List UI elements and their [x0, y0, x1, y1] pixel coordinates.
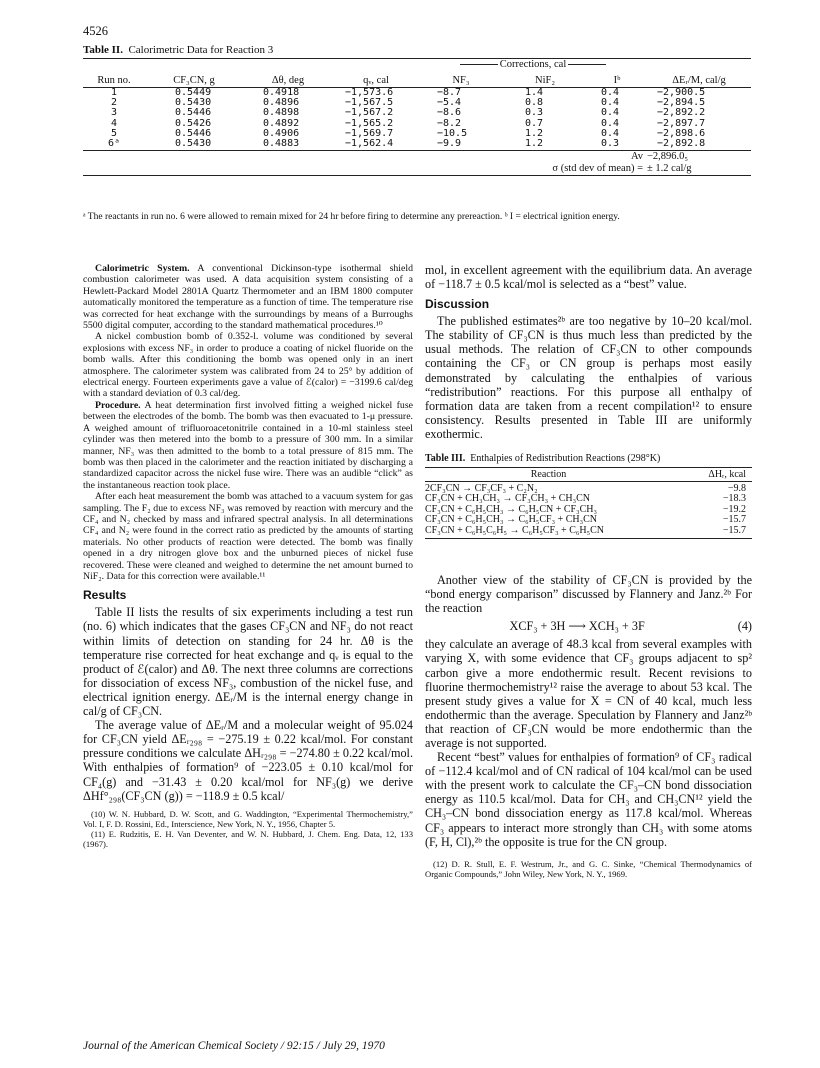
enthalpy-cell: −19.2: [722, 503, 746, 515]
table-cell: 1: [110, 87, 118, 98]
table-cell: 0.4906: [263, 127, 300, 139]
table3-title: Enthalpies of Redistribution Reactions (298°K): [470, 453, 661, 465]
table-cell: 0.4883: [243, 139, 333, 151]
table-cell: 0.5446: [175, 107, 212, 119]
table2: [83, 58, 751, 176]
col-header: Run no.: [83, 72, 145, 88]
paragraph-results-2: The average value of ΔEᵣ/M and a molecular weight of 95.024 for CF₃CN yield ΔEᵣ₂₉₈ = −275.19 ± 0.22 kcal/mol. For constant pressure conditions we calculate ΔHᵣ₂₉₈ = −274.80 ± 0.22 kcal/mol. With enthalpies of formation⁹ of −223.05 ± 0.10 kcal/mol for CF₄(g) and −31.43 ± 0.20 kcal/mol for NF₃(g) we derive ΔHf°₂₉₈(CF₃CN (g)) = −118.9 ± 0.5 kcal/: [83, 718, 413, 803]
left-column: [83, 263, 413, 849]
discussion-heading: Discussion: [425, 297, 490, 312]
table-row: [83, 139, 751, 151]
enthalpy-cell: −15.7: [672, 526, 752, 539]
reference-10: (10) W. N. Hubbard, D. W. Scott, and G. Waddington, “Experimental Thermochemistry,” Vol. I, F. D. Rossini, Ed., Interscience, New York, N. Y., 1956, Chapter 5.: [83, 808, 413, 829]
col-header: ΔEᵣ/M, cal/g: [647, 72, 751, 88]
table-cell: 3: [110, 107, 118, 119]
col-header: Iᵇ: [587, 72, 647, 88]
table-cell: 0.5430: [175, 97, 212, 109]
paragraph-calculation: they calculate an average of 48.3 kcal from several examples with varying X, with some evidence that CF₃ groups adjacent to sp² carbon give a more endothermic result. Recent revisions to fluorine thermochemistry¹² raise the average to about 53 kcal. The present study gives a value for X = CN of 40 kcal, much less endothermic than the average. Speculation by Flannery and Janz²ᵇ that reaction of CF₃CN would be more endothermic than the average is not supported.: [425, 637, 752, 750]
table-cell: 6ᵃ: [83, 139, 145, 151]
corrections-group-header: Corrections, cal: [419, 59, 647, 73]
table-cell: 0.4: [601, 117, 620, 129]
table-cell: −8.2: [437, 117, 462, 129]
table2-title: Calorimetric Data for Reaction 3: [128, 44, 274, 56]
sigma-value: ± 1.2 cal/g: [647, 163, 751, 176]
table-cell: 0.4892: [263, 117, 300, 129]
table-cell: −9.9: [419, 139, 503, 151]
table-cell: 5: [110, 127, 118, 139]
table-cell: 0.3: [587, 139, 647, 151]
enthalpy-cell: −9.8: [727, 483, 746, 495]
equation-4: [425, 619, 752, 633]
reaction-cell: 2CF₃CN → CF₃CF₃ + C₂N₂: [425, 483, 538, 495]
reaction-cell: CF₃CN + C₆H₅CH₃ → C₆H₅CF₃ + CH₃CN: [425, 514, 597, 526]
table-cell: 0.4: [601, 107, 620, 119]
enthalpy-cell: −15.7: [722, 514, 746, 526]
paragraph-calorimetric: Calorimetric System. A conventional Dickinson-type isothermal shield combustion calorimeter was used. A data acquisition system consisting of a Hewlett-Packard Model 2801A Quartz Thermometer and an IBM 1800 computer automatically monitored the temperature as a function of time. The temperature rise was corrected for heat exchange with the surroundings by means of a Burroughs 5500 digital computer, according to the standard mathematical procedures.¹⁰: [83, 263, 413, 332]
sigma-label: σ (std dev of mean) =: [83, 163, 647, 176]
table3-caption: [425, 453, 752, 464]
table-cell: 0.4: [601, 87, 620, 98]
table-cell: 0.4898: [263, 107, 300, 119]
table-cell: −5.4: [437, 97, 462, 109]
table-cell: 4: [110, 117, 118, 129]
references-left: [83, 809, 413, 849]
table-cell: −8.7: [437, 87, 462, 98]
col-header: qᵥ, cal: [333, 72, 419, 88]
table-cell: 1.2: [503, 139, 587, 151]
table-cell: 0.4: [601, 97, 620, 109]
table-cell: 0.4896: [263, 97, 300, 109]
reaction-cell: CF₃CN + C₆H₅C₆H₅ → C₆H₅CF₃ + C₆H₅CN: [425, 526, 672, 539]
table3: [425, 467, 752, 539]
paragraph-recent: Recent “best” values for enthalpies of formation⁹ of CF₃ radical of −112.4 kcal/mol and of CN radical of 104 kcal/mol can be used with the present work to calculate the CF₃–CN bond dissociation energy as 110.5 kcal/mol. Data for CH₃ and CH₃CN¹² yield the CH₃–CN bond dissociation energy as 117.8 kcal/mol. Whereas CF₃ appears to interact more strongly than CH₃ with some atoms (F, H, Cl),²ᵇ the opposite is true for the CN group.: [425, 750, 752, 849]
table-cell: 0.8: [525, 97, 544, 109]
table-row: [425, 526, 752, 539]
table-cell: −8.6: [437, 107, 462, 119]
table-cell: 0.7: [525, 117, 544, 129]
average-label: Av: [630, 151, 644, 163]
paragraph-results-1: Table II lists the results of six experiments including a test run (no. 6) which indicates that the gases CF₃CN and NF₃ do not react within limits of detection on standing for 24 hr. Δθ is the temperature rise corrected for heat exchange and qᵥ is equal to the product of ℰ(calor) and Δθ. The next three columns are corrections for dissociation of excess NF₃, combustion of the nickel fuse, and electrical ignition energy. ΔEᵣ/M is the internal energy change in cal/g of CF₃CN.: [83, 605, 413, 719]
average-value: −2,896.0₅: [647, 151, 689, 163]
table-cell: −1,573.6: [345, 87, 394, 98]
paragraph-gas-sampling: After each heat measurement the bomb was attached to a vacuum system for gas sampling. The F₂ due to excess NF₃ was removed by reaction with mercury and the CF₄ and N₂ checked by mass and infrared spectral analysis. In all determinations CF₄ and N₂ were found in the correct ratio as predicted by the amounts of starting materials. No other products of reaction were detected. The bomb was finally opened in a dry nitrogen glove box and the unburned pieces of nickel fuse recovered. These were cleaned and weighed to determine the net amount burned to NiF₂. Data for this correction were available.¹¹: [83, 491, 413, 582]
table-cell: 0.5430: [145, 139, 243, 151]
table-cell: 0.3: [525, 107, 544, 119]
col-header: NF₃: [419, 72, 503, 88]
table3-col-header: ΔHᵣ, kcal: [672, 468, 752, 482]
table-cell: 0.5446: [175, 127, 212, 139]
reference-12: (12) D. R. Stull, E. F. Westrum, Jr., and G. C. Sinke, “Chemical Thermodynamics of Organic Compounds,” John Wiley, New York, N. Y., 1969.: [425, 858, 752, 879]
col-header: Δθ, deg: [243, 72, 333, 88]
journal-footer: Journal of the American Chemical Society / 92:15 / July 29, 1970: [83, 1040, 385, 1052]
col-header: CF₃CN, g: [145, 72, 243, 88]
paragraph-continued: mol, in excellent agreement with the equilibrium data. An average of −118.7 ± 0.5 kcal/mol is selected as a “best” value.: [425, 263, 752, 292]
paragraph-discussion: The published estimates²ᵇ are too negative by 10–20 kcal/mol. The stability of CF₃CN is thus much less than predicted by the usual methods. The relation of CF₃CN to other compounds containing the CF₃ or CN group is perhaps most easily demonstrated by calculating the enthalpies of various “redistribution” reactions. For this purpose all enthalpy of formation data are taken from a recent compilation¹² to ensure consistency. Results presented in Table III are uniformly exothermic.: [425, 314, 752, 441]
right-column: [425, 263, 752, 879]
enthalpy-cell: −18.3: [722, 493, 746, 505]
table-cell: −2,897.7: [657, 117, 706, 129]
table2-label: Table II.: [83, 44, 123, 56]
table2-caption: [83, 44, 273, 56]
paragraph-nickel-bomb: A nickel combustion bomb of 0.352-l. volume was conditioned by several explosions with excess NF₃ in order to produce a coating of nickel fluoride on the bomb walls. After this conditioning the bomb was opened only in an inert atmosphere. The calorimeter system was calibrated from 24 to 25° by addition of electrical energy. Fourteen experiments gave a value of ℰ(calor) = −3199.6 cal/deg with a standard deviation of 0.3 cal/deg.: [83, 331, 413, 400]
page-number: 4526: [83, 24, 108, 38]
table-cell: −1,567.5: [345, 97, 394, 109]
procedure-heading: Procedure.: [95, 399, 141, 411]
col-header: NiF₂: [503, 72, 587, 88]
table-cell: −2,894.5: [657, 97, 706, 109]
table-cell: −1,562.4: [333, 139, 419, 151]
reaction-cell: CF₃CN + CH₃CH₃ → CF₃CH₃ + CH₃CN: [425, 493, 591, 505]
table-cell: −1,569.7: [345, 127, 394, 139]
table-cell: 1.4: [525, 87, 544, 98]
table-cell: 0.5426: [175, 117, 212, 129]
references-right: [425, 859, 752, 879]
reaction-cell: CF₃CN + C₆H₅CH₃ → C₆H₅CN + CF₃CH₃: [425, 503, 597, 515]
reference-11: (11) E. Rudzitis, E. H. Van Deventer, and W. N. Hubbard, J. Chem. Eng. Data, 12, 133 (1967).: [83, 828, 413, 849]
table-cell: 0.5449: [175, 87, 212, 98]
table-cell: −2,892.2: [657, 107, 706, 119]
table2-footnote: ᵃ The reactants in run no. 6 were allowed to remain mixed for 24 hr before firing to determine any prereaction. ᵇ I = electrical ignition energy.: [83, 212, 620, 222]
table-cell: 1.2: [525, 127, 544, 139]
calorimetric-heading: Calorimetric System.: [95, 263, 190, 274]
table-cell: 0.4918: [263, 87, 300, 98]
table-cell: −2,892.8: [647, 139, 751, 151]
table-cell: −2,898.6: [657, 127, 706, 139]
paragraph-procedure: Procedure. A heat determination first involved fitting a weighed nickel fuse between the electrodes of the bomb. The bomb was then evacuated to 1-μ pressure. A weighed amount of trifluoroacetonitrile contained in a 10-ml stainless steel cylinder was then metered into the bomb to a pressure of 300 mm. In a similar manner, NF₃ was then admitted to the bomb to a total pressure of 815 mm. The bomb was then placed in the calorimeter and the reaction initiated by discharging a standardized capacitor across the nickel fuse wire. There was an audible “click” as the instantaneous reaction took place.: [83, 399, 413, 491]
table3-label: Table III.: [425, 453, 466, 465]
table-cell: −10.5: [437, 127, 468, 139]
table-cell: 2: [110, 97, 118, 109]
table2-header-row: [83, 72, 751, 88]
table-cell: −1,565.2: [345, 117, 394, 129]
equation-number: (4): [737, 619, 752, 634]
table-cell: −1,567.2: [345, 107, 394, 119]
table3-col-header: Reaction: [425, 468, 672, 482]
paragraph-bond-energy: Another view of the stability of CF₃CN is provided by the “bond energy comparison” discussed by Flannery and Janz.²ᵇ For the reaction: [425, 573, 752, 616]
equation-text: XCF₃ + 3H ⟶ XCH₃ + 3F: [509, 619, 645, 634]
results-heading: Results: [83, 588, 127, 603]
table-cell: −2,900.5: [657, 87, 706, 98]
table-cell: 0.4: [601, 127, 620, 139]
